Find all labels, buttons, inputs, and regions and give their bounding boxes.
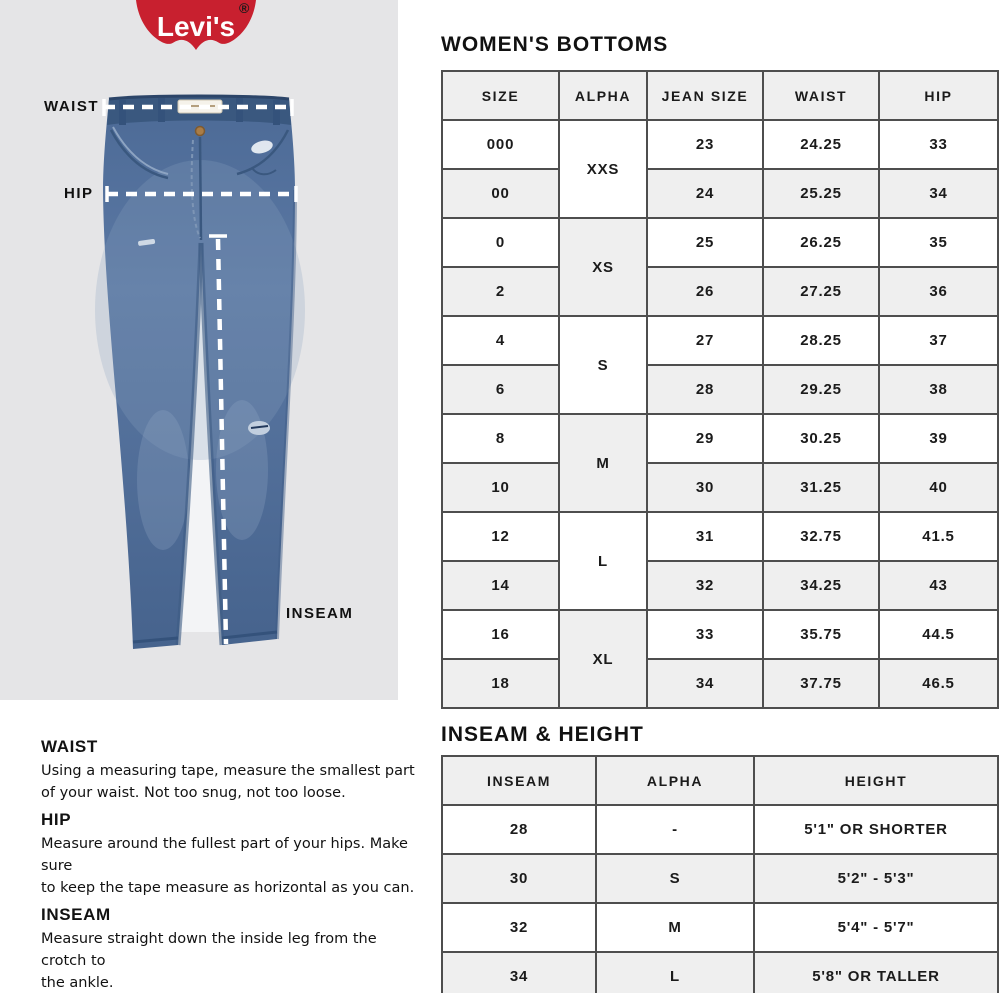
guide-text-line: Measure straight down the inside leg from the crotch to [41,931,377,969]
cell-inseam: 28 [442,805,596,854]
cell-jean-size: 24 [647,169,763,218]
inseam-height-table [441,755,999,993]
guide-heading: WAIST [41,737,98,756]
cell-size: 8 [442,414,559,463]
cell-hip: 44.5 [879,610,998,659]
guide-text-line: to keep the tape measure as horizontal as you can. [41,880,415,896]
cell-size: 18 [442,659,559,708]
hip-diagram-label: HIP [64,185,94,202]
cell-height: 5'2" - 5'3" [754,854,998,903]
cell-hip: 46.5 [879,659,998,708]
header-height: HEIGHT [754,756,998,805]
cell-size: 6 [442,365,559,414]
cell-jean-size: 31 [647,512,763,561]
table-row [442,952,998,993]
table-row [442,463,998,512]
guide-section-inseam [41,905,421,993]
cell-hip: 38 [879,365,998,414]
cell-waist: 24.25 [763,120,879,169]
table-row [442,120,998,169]
cell-jean-size: 34 [647,659,763,708]
header-waist: WAIST [763,71,879,120]
womens-bottoms-title: WOMEN'S BOTTOMS [441,33,669,56]
cell-inseam: 34 [442,952,596,993]
table-row [442,316,998,365]
table-row [442,218,998,267]
header-alpha: ALPHA [559,71,647,120]
cell-hip: 41.5 [879,512,998,561]
table-row [442,267,998,316]
cell-jean-size: 30 [647,463,763,512]
cell-hip: 37 [879,316,998,365]
guide-heading: HIP [41,810,72,829]
cell-hip: 35 [879,218,998,267]
cell-alpha: - [596,805,754,854]
cell-jean-size: 29 [647,414,763,463]
cell-size: 12 [442,512,559,561]
cell-alpha: S [596,854,754,903]
cell-height: 5'1" OR SHORTER [754,805,998,854]
cell-jean-size: 25 [647,218,763,267]
guide-text-line: Measure around the fullest part of your hips. Make sure [41,836,408,874]
cell-jean-size: 23 [647,120,763,169]
table-header-row [442,71,998,120]
cell-size: 000 [442,120,559,169]
cell-hip: 36 [879,267,998,316]
cell-inseam: 30 [442,854,596,903]
cell-waist: 29.25 [763,365,879,414]
cell-alpha: L [596,952,754,993]
cell-jean-size: 33 [647,610,763,659]
cell-size: 00 [442,169,559,218]
cell-size: 16 [442,610,559,659]
cell-size: 10 [442,463,559,512]
table-row [442,659,998,708]
header-jean-size: JEAN SIZE [647,71,763,120]
cell-inseam: 32 [442,903,596,952]
table-row [442,561,998,610]
womens-bottoms-table [441,70,999,709]
cell-alpha: L [559,512,647,610]
cell-jean-size: 28 [647,365,763,414]
table-row [442,512,998,561]
levis-wordmark: Levi's [156,11,236,42]
table-row [442,365,998,414]
cell-waist: 31.25 [763,463,879,512]
cell-hip: 34 [879,169,998,218]
cell-waist: 26.25 [763,218,879,267]
table-row [442,805,998,854]
header-size: SIZE [442,71,559,120]
table-row [442,169,998,218]
cell-hip: 40 [879,463,998,512]
guide-section-hip [41,810,421,899]
cell-waist: 35.75 [763,610,879,659]
cell-size: 14 [442,561,559,610]
inseam-height-title: INSEAM & HEIGHT [441,723,644,746]
cell-jean-size: 32 [647,561,763,610]
cell-waist: 37.75 [763,659,879,708]
cell-jean-size: 27 [647,316,763,365]
guide-section-waist [41,737,421,804]
cell-waist: 32.75 [763,512,879,561]
cell-hip: 33 [879,120,998,169]
table-row [442,610,998,659]
inseam-diagram-label: INSEAM [286,605,354,622]
cell-waist: 25.25 [763,169,879,218]
table-header-row [442,756,998,805]
registered-trademark-icon: ® [239,0,250,16]
cell-alpha: M [596,903,754,952]
cell-alpha: XXS [559,120,647,218]
cell-height: 5'4" - 5'7" [754,903,998,952]
measuring-guide [41,737,421,993]
cell-jean-size: 26 [647,267,763,316]
waist-diagram-label: WAIST [44,98,99,115]
guide-text-line: the ankle. [41,975,114,991]
guide-text-line: Using a measuring tape, measure the smallest part [41,763,415,779]
jeans-diagram-panel [0,0,398,700]
cell-size: 4 [442,316,559,365]
cell-alpha: XS [559,218,647,316]
header-alpha: ALPHA [596,756,754,805]
cell-waist: 30.25 [763,414,879,463]
cell-height: 5'8" OR TALLER [754,952,998,993]
cell-size: 2 [442,267,559,316]
guide-text-line: of your waist. Not too snug, not too loose. [41,785,346,801]
table-row [442,414,998,463]
guide-heading: INSEAM [41,905,111,924]
table-row [442,903,998,952]
cell-hip: 43 [879,561,998,610]
cell-alpha: S [559,316,647,414]
cell-alpha: M [559,414,647,512]
table-row [442,854,998,903]
cell-hip: 39 [879,414,998,463]
cell-waist: 27.25 [763,267,879,316]
cell-alpha: XL [559,610,647,708]
cell-size: 0 [442,218,559,267]
cell-waist: 34.25 [763,561,879,610]
cell-waist: 28.25 [763,316,879,365]
header-inseam: INSEAM [442,756,596,805]
header-hip: HIP [879,71,998,120]
